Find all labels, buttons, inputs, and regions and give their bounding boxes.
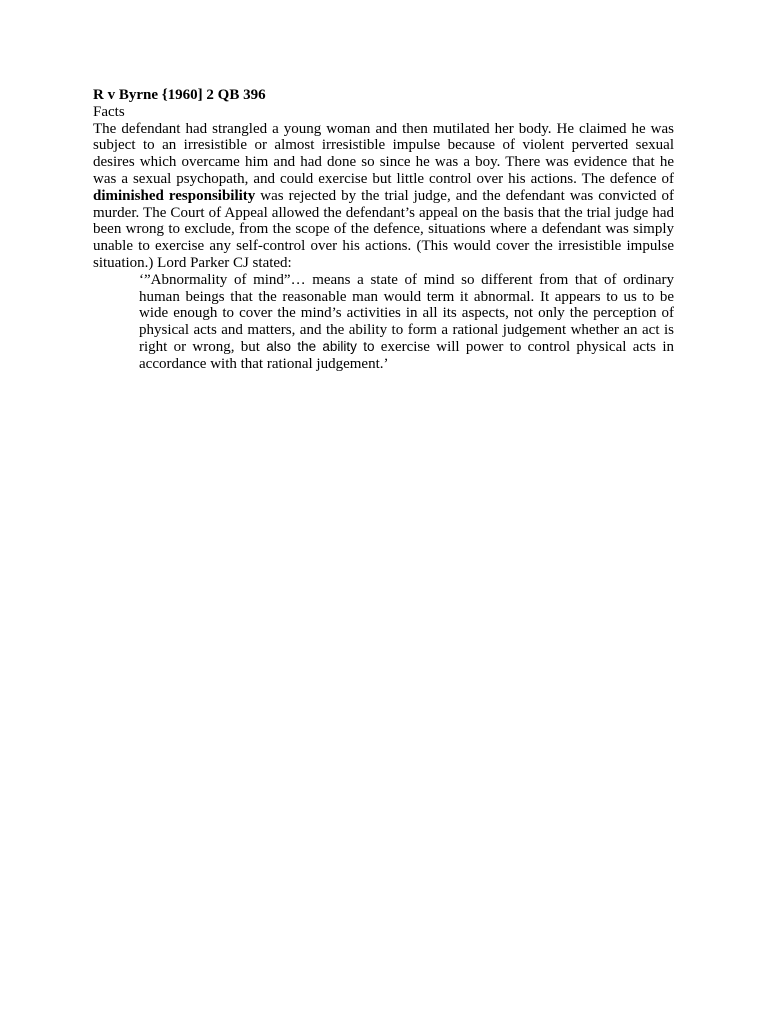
facts-text-part1: The defendant had strangled a young woman and then mutilated her body. He claimed he was subject to an irresistible or almost irresistible impulse because of violent perverted sexual desires which overcame him and had done so since he was a boy. There was evidence that he was a sexual psychopath, and could exercise but little control over his actions. The defence of — [93, 120, 674, 187]
case-title: R v Byrne {1960] 2 QB 396 — [93, 87, 266, 103]
quote-text-part2: exercise will power to control physical acts in accordance with that rational judgement.’ — [139, 338, 674, 372]
section-heading: Facts — [93, 103, 125, 120]
block-quote — [139, 272, 674, 373]
bold-term: diminished responsibility — [93, 187, 256, 204]
quote-sans-run: also the ability to — [266, 338, 375, 354]
document-body — [93, 87, 674, 373]
facts-paragraph — [93, 121, 674, 272]
quote-text-part1: ‘”Abnormality of mind”… means a state of mind so different from that of ordinary human beings that the reasonable man would term it abnormal. It appears to us to be wide enough to cover the mind’s activities in all its aspects, not only the perception of physical acts and matters, and the ability to form a rational judgement whether an act is right or wrong, but — [139, 271, 674, 355]
facts-text-part2: was rejected by the trial judge, and the defendant was convicted of murder. The Court of Appeal allowed the defendant’s appeal on the basis that the trial judge had been wrong to exclude, from the scope of the defence, situations where a defendant was simply unable to exercise any self-control over his actions. (This would cover the irresistible impulse situation.) Lord Parker CJ stated: — [93, 187, 675, 271]
